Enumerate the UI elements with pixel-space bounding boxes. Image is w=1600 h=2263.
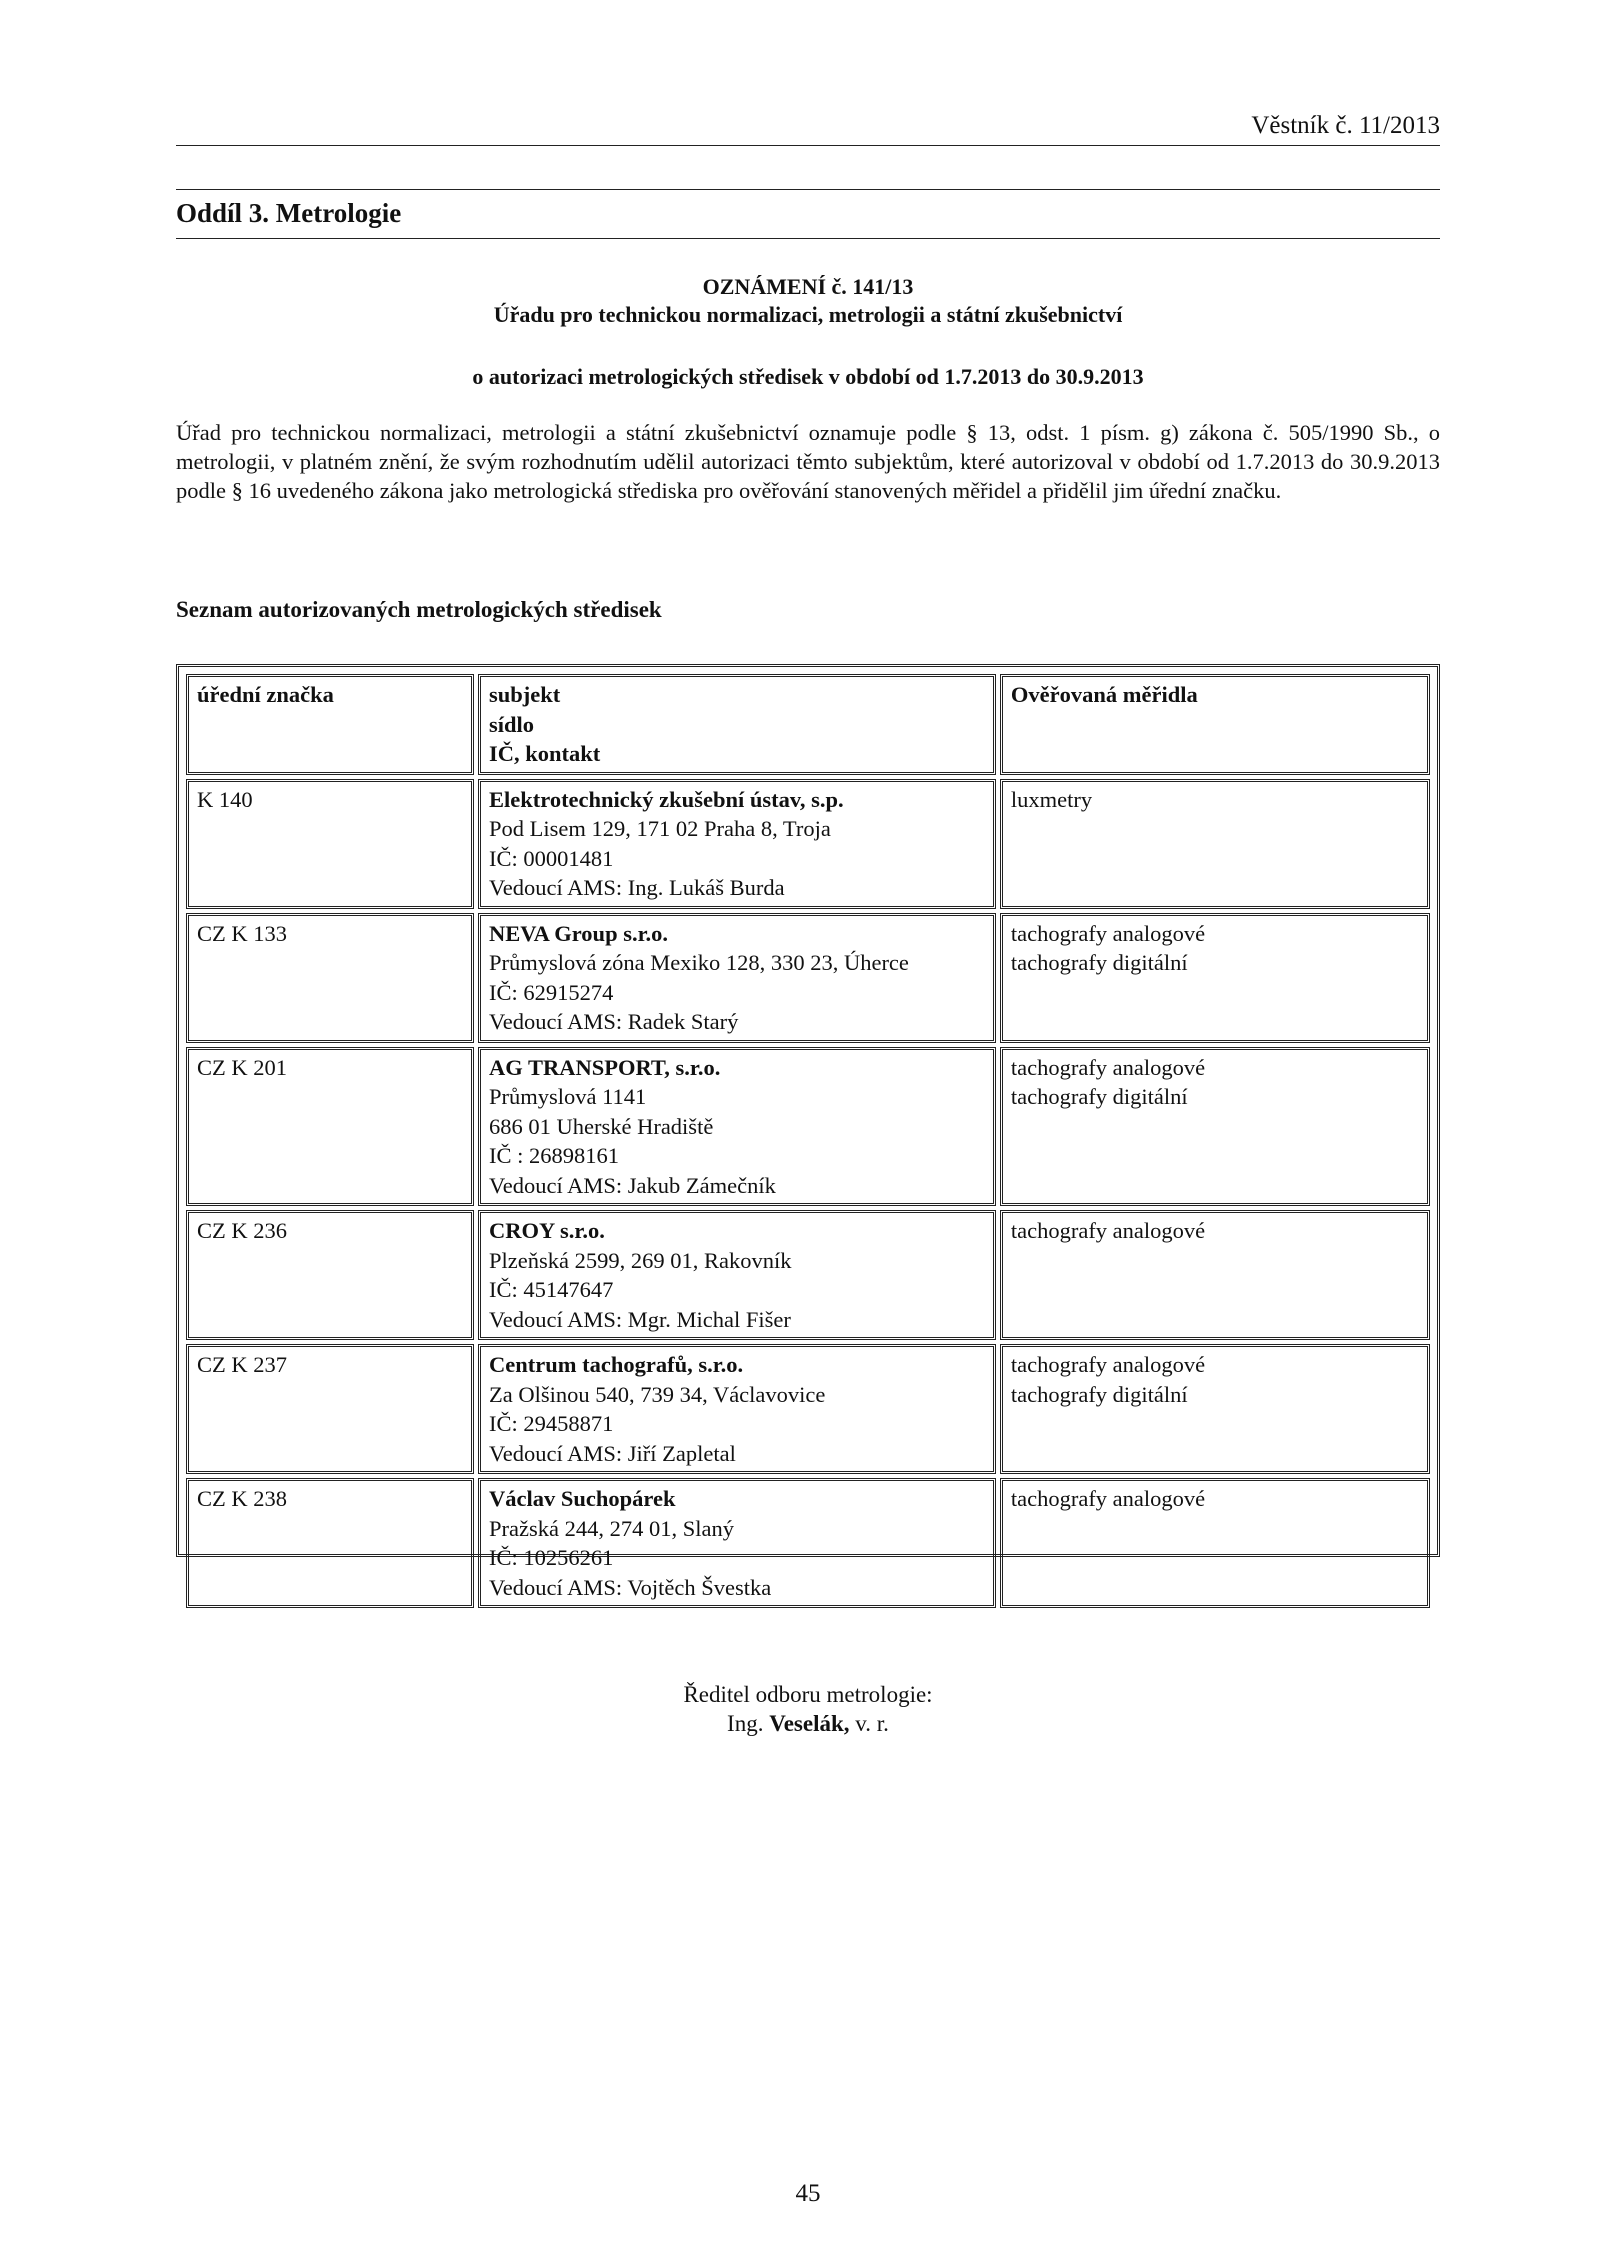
instruments-cell <box>1000 1344 1430 1474</box>
table-row <box>186 913 1430 1043</box>
table-row <box>186 1210 1430 1340</box>
official-mark-cell: CZ K 133 <box>186 913 474 1043</box>
registry-table-frame <box>176 664 1440 1600</box>
subject-detail-line: Vedoucí AMS: Mgr. Michal Fišer <box>488 1306 791 1332</box>
column-header-subject <box>478 674 996 775</box>
subject-name: Václav Suchopárek <box>488 1486 676 1511</box>
column-header-instruments: Ověřovaná měřidla <box>1000 674 1430 775</box>
subject-detail-line: IČ: 62915274 <box>488 979 614 1005</box>
subject-name: NEVA Group s.r.o. <box>488 920 669 946</box>
subject-cell <box>478 779 996 909</box>
subject-detail-line: IČ: 00001481 <box>488 845 614 871</box>
registry-table <box>182 670 1434 1612</box>
signature-prefix: Ing. <box>727 1711 764 1736</box>
subject-cell <box>478 1210 996 1340</box>
subject-name: Elektrotechnický zkušební ústav, s.p. <box>488 786 844 812</box>
table-row <box>186 1344 1430 1474</box>
page-number: 45 <box>795 2180 821 2207</box>
subject-cell <box>478 1478 996 1608</box>
subject-detail-line: Vedoucí AMS: Jiří Zapletal <box>488 1440 736 1466</box>
instrument-item: tachografy analogové <box>1010 920 1206 946</box>
subject-name: CROY s.r.o. <box>488 1218 605 1243</box>
table-row <box>186 779 1430 909</box>
section-rule-top <box>176 189 1440 190</box>
subject-detail-line: Vedoucí AMS: Radek Starý <box>488 1009 739 1034</box>
subject-cell <box>478 913 996 1043</box>
official-mark-cell: K 140 <box>186 779 474 909</box>
instrument-item: tachografy digitální <box>1010 950 1188 975</box>
subject-detail-line: Za Olšinou 540, 739 34, Václavovice <box>488 1381 826 1407</box>
section-rule-bottom <box>176 238 1440 239</box>
subject-detail-line: IČ: 45147647 <box>488 1277 614 1302</box>
subject-cell <box>478 1047 996 1207</box>
table-header-row <box>186 674 1430 775</box>
instruments-cell <box>1000 1478 1430 1608</box>
column-header-subject-line: IČ, kontakt <box>488 741 601 766</box>
document-page <box>176 0 1440 2263</box>
instrument-item: tachografy analogové <box>1010 1486 1206 1511</box>
column-header-mark: úřední značka <box>186 674 474 775</box>
column-header-subject-line: subjekt <box>488 682 561 707</box>
official-mark-cell: CZ K 237 <box>186 1344 474 1474</box>
header-rule <box>176 145 1440 146</box>
official-mark-cell: CZ K 201 <box>186 1047 474 1207</box>
signature-surname: Veselák, <box>769 1711 850 1736</box>
notice-body: Úřad pro technickou normalizaci, metrologii a státní zkušebnictví oznamuje podle § 13, odst. 1 písm. g) zákona č. 505/1990 Sb., o metrologii, v platném znění, že svým rozhodnutím udělil autorizaci těmto subjektům, které autorizoval v období od 1.7.2013 do 30.9.2013 podle § 16 uvedeného zákona jako metrologická střediska pro ověřování stanovených měřidel a přidělil jim úřední značku. <box>176 420 1440 503</box>
instrument-item: luxmetry <box>1010 786 1093 812</box>
table-row <box>186 1478 1430 1608</box>
notice-period: o autorizaci metrologických středisek v období od 1.7.2013 do 30.9.2013 <box>472 364 1144 389</box>
subject-detail-line: Vedoucí AMS: Jakub Zámečník <box>488 1172 776 1198</box>
official-mark-cell: CZ K 238 <box>186 1478 474 1608</box>
section-title: Oddíl 3. Metrologie <box>176 198 402 228</box>
bulletin-issue-header: Věstník č. 11/2013 <box>1251 112 1440 139</box>
subject-detail-line: IČ: 29458871 <box>488 1411 614 1436</box>
signature-name <box>176 1711 1440 1737</box>
subject-detail-line: IČ: 10256261 <box>488 1545 614 1570</box>
instruments-cell <box>1000 1047 1430 1207</box>
subject-detail-line: 686 01 Uherské Hradiště <box>488 1113 714 1139</box>
table-row <box>186 1047 1430 1207</box>
subject-cell <box>478 1344 996 1474</box>
instrument-item: tachografy analogové <box>1010 1218 1206 1243</box>
instrument-item: tachografy analogové <box>1010 1352 1206 1377</box>
subject-name: AG TRANSPORT, s.r.o. <box>488 1054 721 1080</box>
subject-detail-line: Vedoucí AMS: Vojtěch Švestka <box>488 1574 772 1600</box>
list-heading: Seznam autorizovaných metrologických středisek <box>176 597 662 622</box>
notice-title: OZNÁMENÍ č. 141/13 <box>702 274 914 299</box>
official-mark-cell: CZ K 236 <box>186 1210 474 1340</box>
subject-name: Centrum tachografů, s.r.o. <box>488 1352 744 1377</box>
instrument-item: tachografy digitální <box>1010 1381 1188 1407</box>
subject-detail-line: Průmyslová zóna Mexiko 128, 330 23, Úherce <box>488 950 909 975</box>
subject-detail-line: Pražská 244, 274 01, Slaný <box>488 1515 734 1541</box>
subject-detail-line: IČ : 26898161 <box>488 1143 619 1168</box>
notice-issuer: Úřadu pro technickou normalizaci, metrologii a státní zkušebnictví <box>493 302 1123 327</box>
signature-suffix: v. r. <box>855 1711 889 1736</box>
subject-detail-line: Vedoucí AMS: Ing. Lukáš Burda <box>488 875 785 900</box>
instruments-cell <box>1000 1210 1430 1340</box>
signature-role: Ředitel odboru metrologie: <box>683 1682 933 1707</box>
instruments-cell <box>1000 779 1430 909</box>
instruments-cell <box>1000 913 1430 1043</box>
instrument-item: tachografy digitální <box>1010 1084 1188 1109</box>
subject-detail-line: Průmyslová 1141 <box>488 1084 647 1109</box>
subject-detail-line: Pod Lisem 129, 171 02 Praha 8, Troja <box>488 816 831 841</box>
column-header-subject-line: sídlo <box>488 711 535 737</box>
instrument-item: tachografy analogové <box>1010 1054 1206 1080</box>
subject-detail-line: Plzeňská 2599, 269 01, Rakovník <box>488 1247 792 1273</box>
